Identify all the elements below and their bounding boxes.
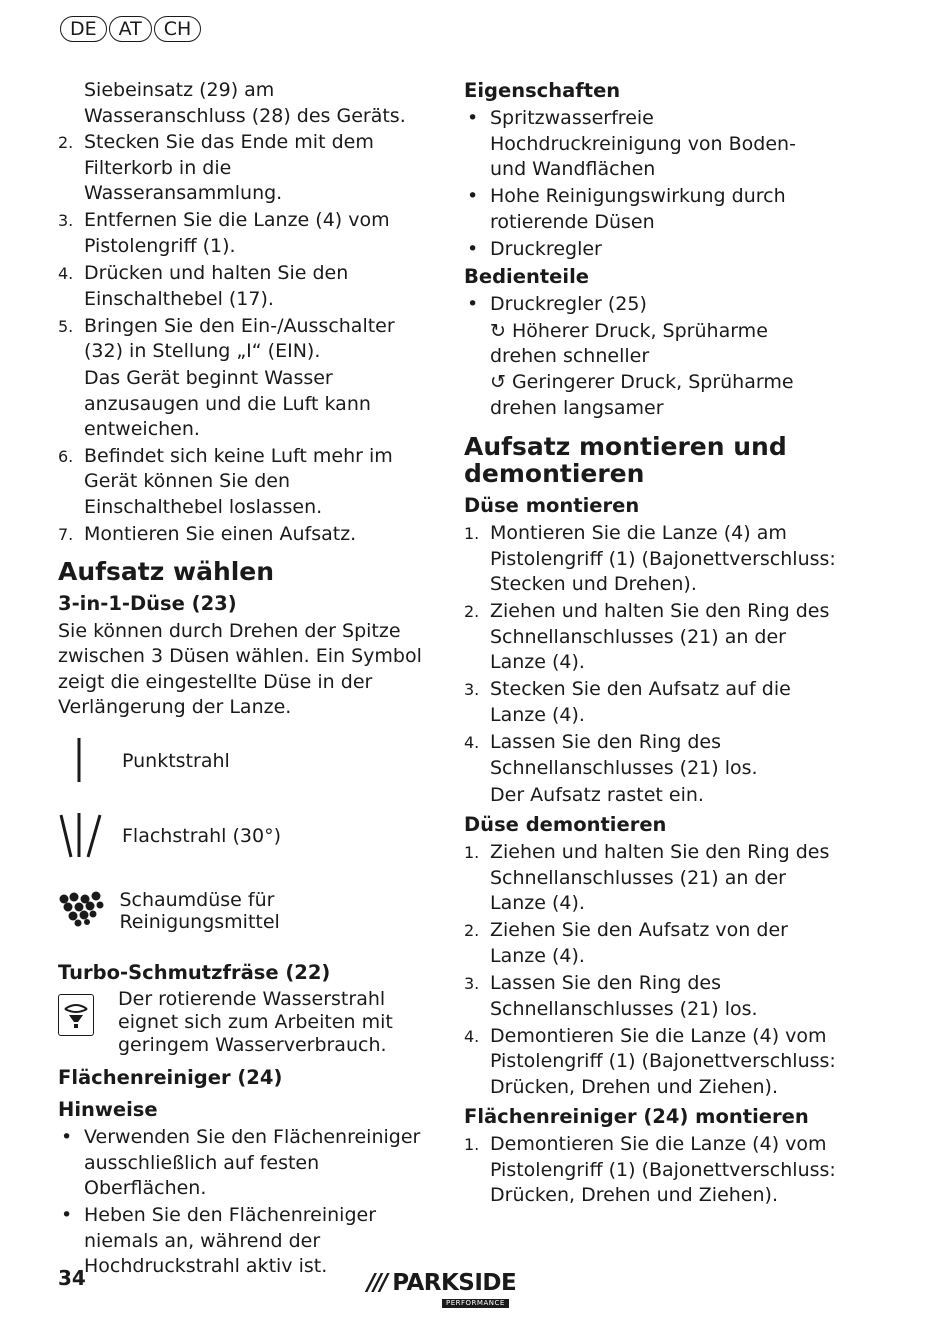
heading-flaechenreiniger-montieren: Flächenreiniger (24) montieren xyxy=(464,1105,809,1129)
heading-eigenschaften: Eigenschaften xyxy=(464,79,621,102)
heading-bedienteile: Bedienteile xyxy=(464,264,589,288)
nozzle-label: Punktstrahl xyxy=(122,749,230,772)
badge-de: DE xyxy=(60,16,107,42)
list-item: 3. Entfernen Sie die Lanze (4) vom Pistolengriff (1). xyxy=(58,209,390,257)
heading-flaechenreiniger: Flächenreiniger (24) xyxy=(58,1066,283,1090)
list-item: 4. Drücken und halten Sie den Einschalthebel (17). xyxy=(58,261,349,310)
heading-aufsatz-waehlen: Aufsatz wählen xyxy=(58,556,275,586)
list-item: • Druckregler (25) xyxy=(467,292,647,315)
nozzle-flat-row xyxy=(58,798,428,873)
list-item: 6. Befindet sich keine Luft mehr im Gerät können Sie den Einschalthebel loslassen. xyxy=(58,444,393,519)
logo-subline: PERFORMANCE xyxy=(442,1299,509,1308)
list-item: • Heben Sie den Flächenreiniger niemals an, während der Hochdruckstrahl aktiv ist. xyxy=(61,1204,377,1278)
flat-jet-icon xyxy=(58,806,122,866)
nozzle-foam-row xyxy=(58,873,428,948)
badge-ch: CH xyxy=(154,16,202,42)
paragraph-3in1: Sie können durch Drehen der Spitze zwischen 3 Düsen wählen. Ein Symbol zeigt die eingestellte Düse in der Verlängerung der Lanze. xyxy=(58,619,422,719)
list-item: 1. Demontieren Sie die Lanze (4) vom Pistolengriff (1) (Bajonettverschluss: Drücken, Drehen und Ziehen). xyxy=(464,1133,836,1207)
left-column xyxy=(58,78,428,1281)
step-1-continuation: Siebeinsatz (29) am Wasseranschluss (28) des Geräts. xyxy=(84,79,406,127)
list-item: • Verwenden Sie den Flächenreiniger ausschließlich auf festen Oberflächen. xyxy=(61,1126,421,1200)
step-5-note: Das Gerät beginnt Wasser anzusaugen und die Luft kann entweichen. xyxy=(84,367,371,441)
heading-turbo: Turbo-Schmutzfräse (22) xyxy=(58,961,331,985)
logo-slashes-icon: /// xyxy=(367,1270,387,1296)
list-item: 7. Montieren Sie einen Aufsatz. xyxy=(58,523,357,546)
paragraph-turbo: Der rotierende Wasserstrahl eignet sich zum Arbeiten mit geringem Wasserverbrauch. xyxy=(118,988,393,1057)
heading-hinweise: Hinweise xyxy=(58,1098,158,1122)
list-item: 3. Lassen Sie den Ring des Schnellanschlusses (21) los. xyxy=(464,971,758,1020)
heading-3in1-duese: 3-in-1-Düse (23) xyxy=(58,591,237,615)
nozzle-point-row xyxy=(58,723,428,798)
list-item: 3. Stecken Sie den Aufsatz auf die Lanze (4). xyxy=(464,678,791,727)
foam-nozzle-icon xyxy=(58,881,119,941)
logo-wordmark: PARKSIDE xyxy=(392,1270,517,1296)
list-item: 1. Montieren Sie die Lanze (4) am Pistolengriff (1) (Bajonettverschluss: Stecken und Drehen). xyxy=(464,522,836,596)
list-item: 2. Stecken Sie das Ende mit dem Filterkorb in die Wasseransammlung. xyxy=(58,131,374,205)
heading-duese-montieren: Düse montieren xyxy=(464,494,640,518)
turbo-nozzle-icon xyxy=(58,994,94,1036)
list-item: 4. Demontieren Sie die Lanze (4) vom Pistolengriff (1) (Bajonettverschluss: Drücken, Drehen und Ziehen). xyxy=(464,1024,836,1098)
page-number: 34 xyxy=(58,1266,86,1290)
list-item: 2. Ziehen und halten Sie den Ring des Schnellanschlusses (21) an der Lanze (4). xyxy=(464,600,830,674)
heading-aufsatz-montieren: Aufsatz montieren und demontieren xyxy=(464,432,787,489)
list-item: 5. Bringen Sie den Ein-/Ausschalter (32) in Stellung „I“ (EIN). xyxy=(58,314,395,363)
pressure-high-note: ↻ Höherer Druck, Sprüharme drehen schneller xyxy=(490,319,768,368)
parkside-logo xyxy=(367,1270,523,1307)
duese-montieren-note: Der Aufsatz rastet ein. xyxy=(490,783,704,806)
pressure-low-note: ↺ Geringerer Druck, Sprüharme drehen langsamer xyxy=(490,370,794,419)
badge-at: AT xyxy=(109,16,152,42)
heading-duese-demontieren: Düse demontieren xyxy=(464,813,667,837)
list-item: 2. Ziehen Sie den Aufsatz von der Lanze (4). xyxy=(464,919,788,967)
list-item: • Spritzwasserfreie Hochdruckreinigung von Boden- und Wandflächen xyxy=(467,107,796,181)
right-column xyxy=(464,78,836,1210)
nozzle-label: Schaumdüse für Reinigungsmittel xyxy=(119,888,280,933)
country-badges xyxy=(60,16,201,42)
point-jet-icon xyxy=(58,731,122,791)
list-item: 1. Ziehen und halten Sie den Ring des Schnellanschlusses (21) an der Lanze (4). xyxy=(464,841,830,915)
list-item: • Hohe Reinigungswirkung durch rotierende Düsen xyxy=(467,185,786,233)
nozzle-label: Flachstrahl (30°) xyxy=(122,824,282,847)
list-item: • Druckregler xyxy=(467,237,602,260)
list-item: 4. Lassen Sie den Ring des Schnellanschlusses (21) los. xyxy=(464,731,758,779)
turbo-row xyxy=(58,988,428,1057)
